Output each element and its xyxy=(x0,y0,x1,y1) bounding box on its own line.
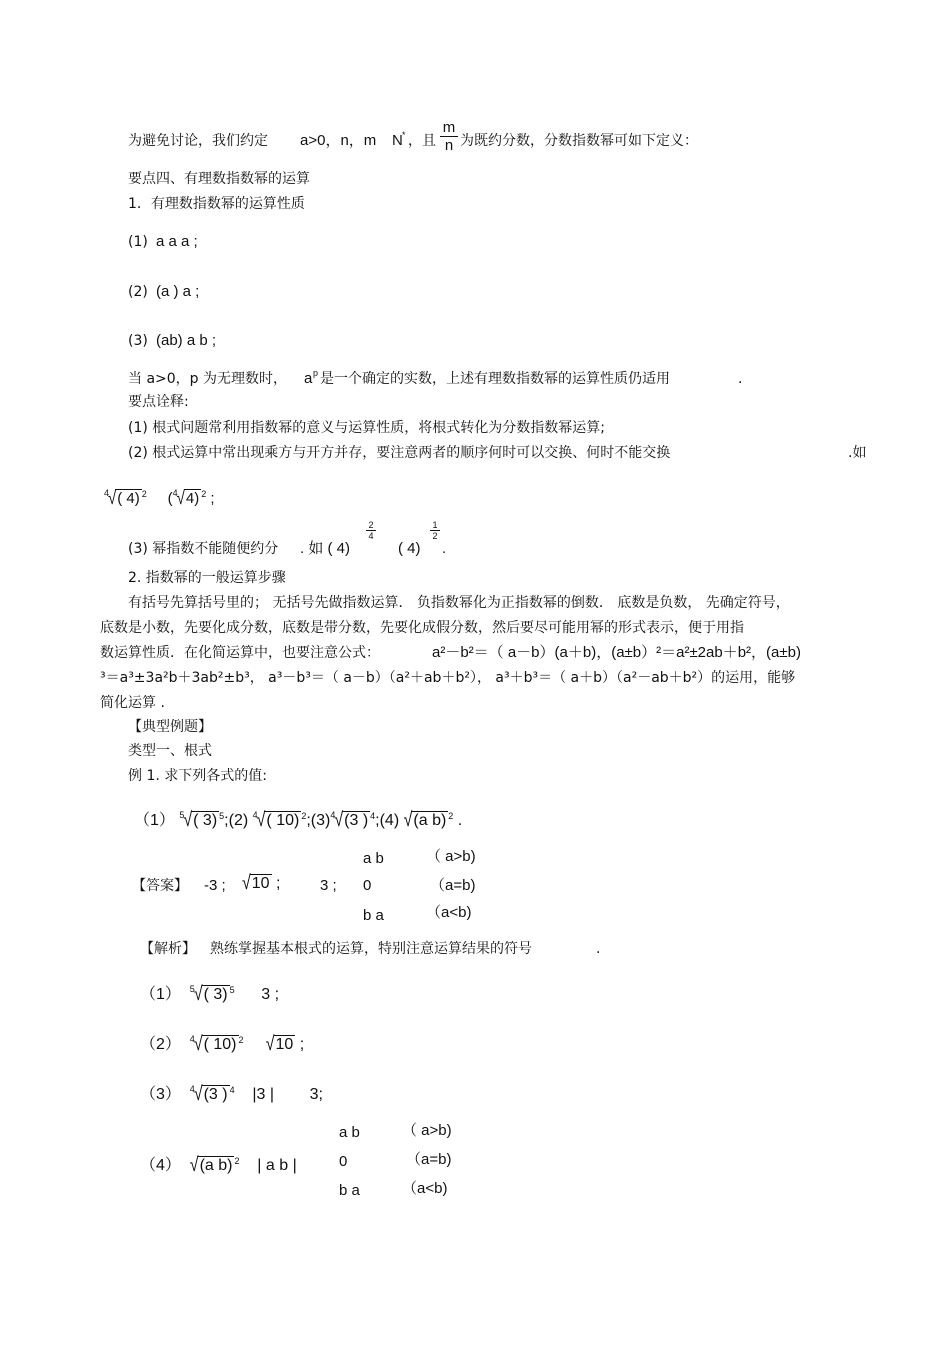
exponent: 4 xyxy=(370,811,376,821)
radical-icon: √ xyxy=(183,809,193,831)
intro-text-g: 为既约分数，分数指数幂可如下定义： xyxy=(460,133,698,149)
exponent: 5 xyxy=(229,985,235,995)
irrational-note-e: . xyxy=(738,371,743,387)
exp-fraction-2 xyxy=(430,520,440,541)
exponent: 2 xyxy=(234,1156,240,1166)
note-3-end: . xyxy=(442,540,447,557)
answer-2 xyxy=(242,874,280,893)
analysis-label: 【解析】 xyxy=(140,941,196,957)
radical-icon: √ xyxy=(265,1033,275,1055)
root-index: 4 xyxy=(330,810,336,820)
sol-label: （2） xyxy=(140,1036,181,1053)
root-index-2: 4 xyxy=(172,488,178,498)
radical-icon: √ xyxy=(242,872,251,894)
solution-case-1: a b xyxy=(339,1124,360,1141)
answer-case-1-cond: （ a>b) xyxy=(426,848,476,865)
radicand: (a b) xyxy=(199,1157,233,1174)
solution-case-3: b a xyxy=(339,1182,360,1199)
abs-value: |3 | xyxy=(252,1086,275,1103)
solution-case-3-cond: （a<b) xyxy=(402,1180,448,1197)
intro-text-e: ，且 xyxy=(408,133,436,149)
example-1-question xyxy=(134,806,462,830)
abs-value: | a b | xyxy=(257,1157,297,1174)
section-heading-4: 要点四、有理数指数幂的运算 xyxy=(128,171,310,187)
solution-case-1-cond: （ a>b) xyxy=(402,1122,452,1139)
exp-den: 2 xyxy=(432,531,438,541)
steps-line-3a: 数运算性质．在化简运算中，也要注意公式： xyxy=(100,645,380,661)
irrational-base: a xyxy=(304,370,313,387)
sep: ;(2) xyxy=(224,812,249,829)
fraction-denominator: n xyxy=(444,137,454,154)
sep: ; xyxy=(276,875,281,892)
root-index: 4 xyxy=(104,488,110,498)
subheading-properties: 1．有理数指数幂的运算性质 xyxy=(128,196,305,212)
note-2-example: $^4$√( 4) $^2$ ($^4$√4) $^2$ ; xyxy=(104,487,215,509)
rule-2-label: (2) xyxy=(128,284,148,300)
analysis-text: 熟练掌握基本根式的运算，特别注意运算结果的符号 xyxy=(210,941,532,957)
example-end: ; xyxy=(210,490,215,507)
steps-line-1: 有括号先算括号里的； 无括号先做指数运算． 负指数幂化为正指数幂的倒数． 底数是负数， 先确定符号， xyxy=(128,595,790,611)
answer-3: 3 ; xyxy=(320,877,337,894)
answer-case-2: 0 xyxy=(363,877,372,894)
note-2: (2) 根式运算中常出现乘方与开方并存，要注意两者的顺序何时可以交换、何时不能交换 xyxy=(128,445,671,461)
rule-3: (ab) a b ; xyxy=(156,332,217,349)
sol-label: （4） xyxy=(140,1157,181,1174)
note-3-example-a: . 如 ( 4) xyxy=(300,540,351,557)
radical-icon: √ xyxy=(193,1033,203,1055)
radicand: 10 xyxy=(251,875,270,892)
sep: ;(3) xyxy=(306,812,331,829)
rule-2: (a ) a ; xyxy=(156,283,200,300)
intro-condition: a>0，n，m xyxy=(300,132,377,149)
note-2-tail: .如 xyxy=(848,445,867,461)
exponent: 2 xyxy=(141,489,147,499)
exponent: 2 xyxy=(448,811,454,821)
root-index: 4 xyxy=(252,810,258,820)
exp-num: 2 xyxy=(366,520,376,531)
radical-icon: √ xyxy=(176,487,185,509)
sol-label: （3） xyxy=(140,1086,181,1103)
intro-star: * xyxy=(402,130,406,140)
solution-4 xyxy=(140,1152,297,1175)
radicand: ( 3) xyxy=(193,812,218,829)
rule-1-label: (1) xyxy=(128,234,148,250)
sol-label: （1） xyxy=(140,986,181,1003)
answer-1: -3 ; xyxy=(204,877,226,894)
notes-heading: 要点诠释: xyxy=(128,394,189,410)
fraction-numerator: m xyxy=(440,120,458,137)
root-index: 5 xyxy=(189,984,195,994)
intro-text-a: 为避免讨论，我们约定 xyxy=(128,133,268,149)
solution-2 xyxy=(140,1030,304,1054)
answer-case-3: b a xyxy=(363,907,384,924)
radical-icon: √ xyxy=(334,809,344,831)
exp-fraction-1 xyxy=(366,520,376,541)
irrational-note-a: 当 a>0，p 为无理数时， xyxy=(128,371,288,387)
solution-case-2: 0 xyxy=(339,1153,348,1170)
radical-icon: √ xyxy=(403,809,413,831)
solution-case-2-cond: （a=b) xyxy=(406,1151,452,1168)
solution-1 xyxy=(140,980,279,1004)
answer-case-1: a b xyxy=(363,850,384,867)
sep: ; xyxy=(299,1036,305,1053)
root-index: 4 xyxy=(189,1084,195,1094)
radical-icon: √ xyxy=(108,487,117,509)
intro-fraction xyxy=(440,120,458,155)
result: 3 ; xyxy=(261,986,280,1003)
radical-icon: √ xyxy=(189,1154,199,1176)
solution-3 xyxy=(140,1080,323,1104)
exp-den: 4 xyxy=(368,531,374,541)
example-1-prompt: 例 1. 求下列各式的值: xyxy=(128,768,267,784)
root-index: 5 xyxy=(179,810,185,820)
radicand: ( 3) xyxy=(203,986,228,1003)
exponent: 2 xyxy=(301,811,307,821)
sep: ;(4) xyxy=(375,812,400,829)
root-index: 4 xyxy=(189,1034,195,1044)
note-1: (1) 根式问题常利用指数幂的意义与运算性质，将根式转化为分数指数幂运算; xyxy=(128,420,605,436)
radicand: ( 4) xyxy=(117,490,140,507)
result: 3; xyxy=(309,1086,323,1103)
intro-set-n: N xyxy=(392,132,403,149)
type-1-heading: 类型一、根式 xyxy=(128,743,212,759)
subheading-steps: 2. 指数幂的一般运算步骤 xyxy=(128,570,286,586)
steps-line-5: 简化运算 . xyxy=(100,695,165,711)
steps-line-3b: a²－b²＝（ a－b）(a＋b)，(a±b）²＝a²±2ab＋b²，(a±b) xyxy=(432,644,801,661)
radical-icon: √ xyxy=(256,809,266,831)
rule-1: a a a ; xyxy=(156,233,198,250)
exp-num: 1 xyxy=(430,520,440,531)
radicand: ( 10) xyxy=(203,1036,237,1053)
irrational-note-d: 是一个确定的实数，上述有理数指数幂的运算性质仍适用 xyxy=(320,371,670,387)
radicand: (3 ) xyxy=(344,812,369,829)
analysis-end: . xyxy=(596,941,601,957)
irrational-exp: p xyxy=(313,368,319,378)
radical-icon: √ xyxy=(193,1083,203,1105)
steps-line-2: 底数是小数，先要化成分数，底数是带分数，先要化成假分数，然后要尽可能用幂的形式表示，便于用指 xyxy=(100,620,744,636)
exponent: 2 xyxy=(238,1035,244,1045)
answer-case-2-cond: （a=b) xyxy=(430,877,476,894)
radicand: (3 ) xyxy=(203,1086,228,1103)
radical-icon: √ xyxy=(193,983,203,1005)
radicand: 10 xyxy=(275,1036,294,1053)
radicand-2: 4) xyxy=(185,490,200,507)
note-3-example-b: ( 4) xyxy=(398,540,421,557)
sep: . xyxy=(457,812,463,829)
q-label: （1） xyxy=(134,812,175,829)
typical-examples-heading: 【典型例题】 xyxy=(128,719,212,735)
radicand: (a b) xyxy=(413,812,447,829)
answer-case-3-cond: （a<b) xyxy=(426,904,472,921)
note-3: (3) 幂指数不能随便约分 xyxy=(128,541,279,557)
exponent: 5 xyxy=(219,811,225,821)
radicand: ( 10) xyxy=(266,812,300,829)
exponent-2: 2 xyxy=(201,489,207,499)
exponent: 4 xyxy=(229,1085,235,1095)
rule-3-label: (3) xyxy=(128,333,148,349)
answer-label: 【答案】 xyxy=(132,878,188,894)
steps-line-4: ³＝a³±3a²b＋3ab²±b³， a³－b³＝（ a－b）（a²＋ab＋b²）， a³＋b³＝（ a＋b）（a²－ab＋b²）的运用，能够 xyxy=(100,670,796,686)
